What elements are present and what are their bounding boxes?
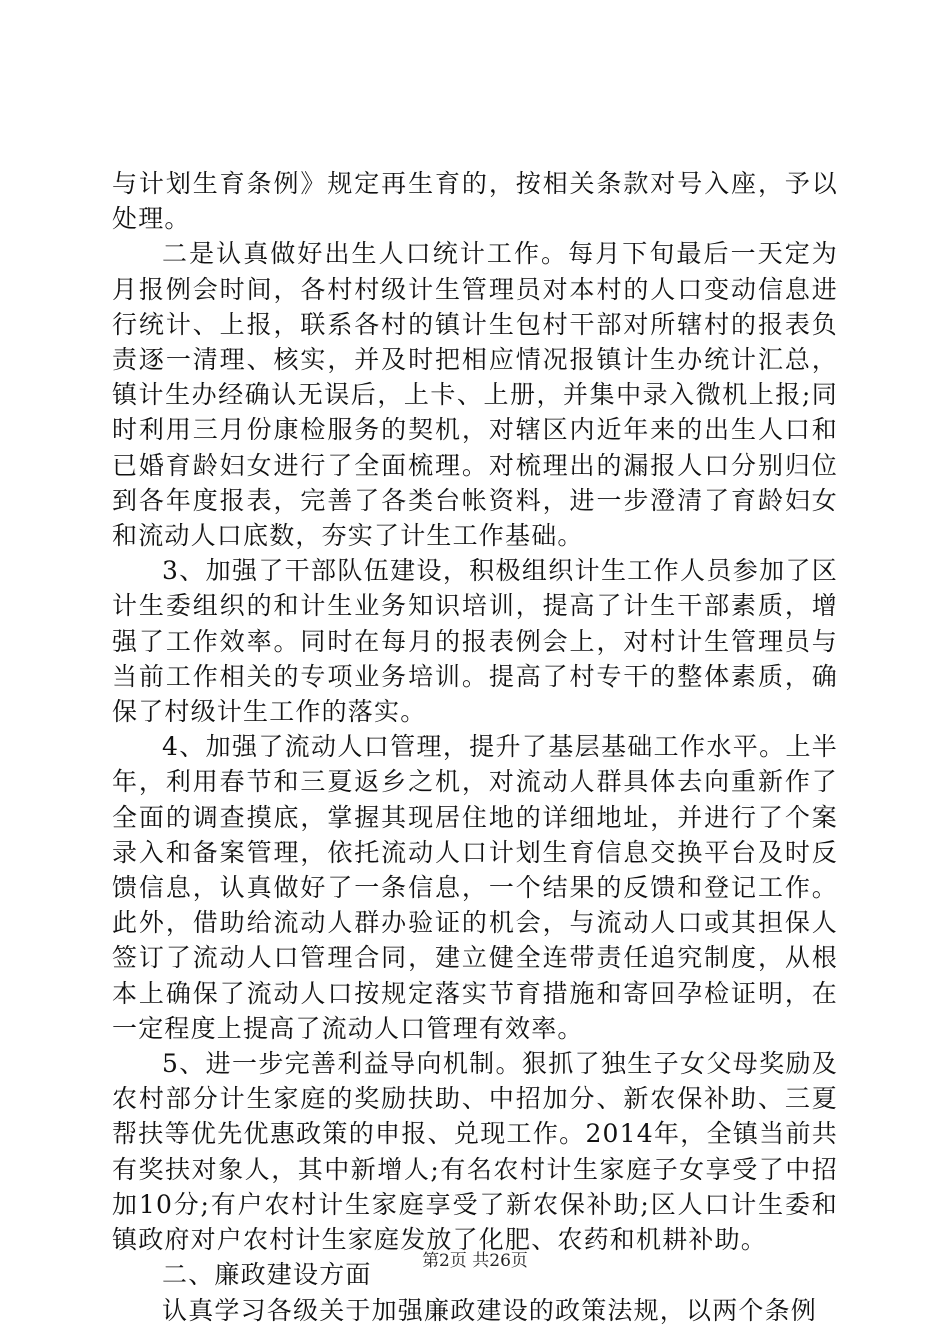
paragraph-birth-statistics: 二是认真做好出生人口统计工作。每月下旬最后一天定为月报例会时间，各村村级计生管理员对本村的人口变动信息进行统计、上报，联系各村的镇计生包村干部对所辖村的报表负责逐一清理、核实，并及时把相应情况报镇计生办统计汇总，镇计生办经确认无误后，上卡、上册，并集中录入微机上报;同时利用三月份康检服务的契机，对辖区内近年来的出生人口和已婚育龄妇女进行了全面梳理。对梳理出的漏报人口分别归位到各年度报表，完善了各类台帐资料，进一步澄清了育龄妇女和流动人口底数，夯实了计生工作基础。 bbox=[112, 239, 838, 551]
paragraph-incentive-mechanism: 5、进一步完善利益导向机制。狠抓了独生子女父母奖励及农村部分计生家庭的奖励扶助、中招加分、新农保补助、三夏帮扶等优先优惠政策的申报、兑现工作。2014年，全镇当前共有奖扶对象人，其中新增人;有名农村计生家庭子女享受了中招加10分;有户农村计生家庭享受了新农保补助;区人口计生委和镇政府对户农村计生家庭发放了化肥、农药和机耕补助。 bbox=[112, 1049, 838, 1255]
paragraph-integrity-study: 认真学习各级关于加强廉政建设的政策法规，以两个条例 bbox=[162, 1295, 818, 1325]
paragraph-cadre-building: 3、加强了干部队伍建设，积极组织计生工作人员参加了区计生委组织的和计生业务知识培训，提高了计生干部素质，增强了工作效率。同时在每月的报表例会上，对村计生管理员与当前工作相关的专项业务培训。提高了村专干的整体素质，确保了村级计生工作的落实。 bbox=[112, 556, 838, 727]
section-heading-integrity: 二、廉政建设方面 bbox=[162, 1260, 372, 1290]
paragraph-floating-population: 4、加强了流动人口管理，提升了基层基础工作水平。上半年，利用春节和三夏返乡之机，对流动人群具体去向重新作了全面的调查摸底，掌握其现居住地的详细地址，并进行了个案录入和备案管理，依托流动人口计划生育信息交换平台及时反馈信息，认真做好了一条信息，一个结果的反馈和登记工作。此外，借助给流动人群办验证的机会，与流动人口或其担保人签订了流动人口管理合同，建立健全连带责任追究制度，从根本上确保了流动人口按规定落实节育措施和寄回孕检证明，在一定程度上提高了流动人口管理有效率。 bbox=[112, 732, 838, 1043]
document-body bbox=[112, 166, 838, 1328]
page-number-footer: 第2页 共26页 bbox=[422, 1251, 528, 1271]
paragraph-continuation: 与计划生育条例》规定再生育的，按相关条款对号入座，予以处理。 bbox=[112, 169, 838, 234]
